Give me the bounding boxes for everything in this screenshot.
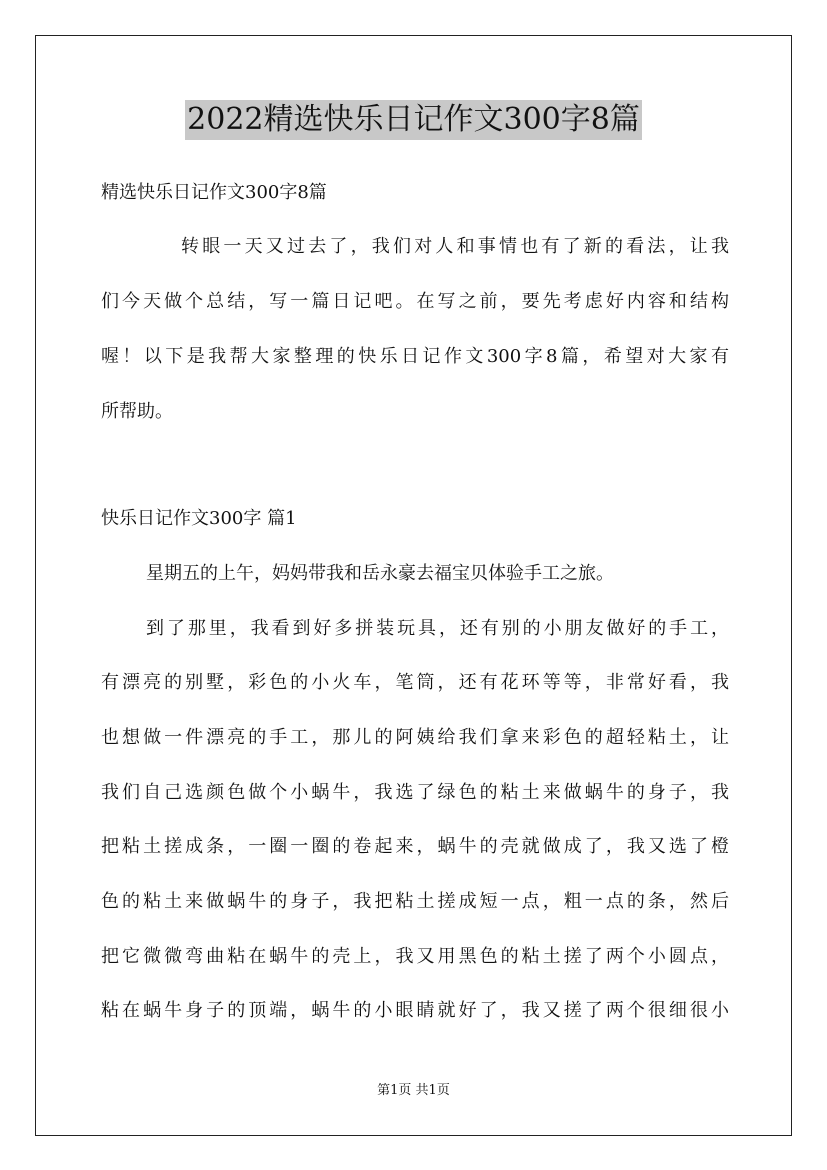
intro-line-1: 转眼一天又过去了，我们对人和事情也有了新的看法，让我 [181, 236, 729, 257]
paragraph-2-line-8: 粘在蜗牛身子的顶端，蜗牛的小眼睛就好了，我又搓了两个很细很小 [101, 1000, 729, 1021]
document-subtitle: 精选快乐日记作文300字8篇 [101, 182, 327, 203]
paragraph-2-line-5: 把粘土搓成条，一圈一圈的卷起来，蜗牛的壳就做成了，我又选了橙 [101, 836, 729, 857]
title-container [0, 100, 827, 140]
paragraph-2-line-7: 把它微微弯曲粘在蜗牛的壳上，我又用黑色的粘土搓了两个小圆点， [101, 946, 729, 967]
paragraph-2-line-3: 也想做一件漂亮的手工，那儿的阿姨给我们拿来彩色的超轻粘土，让 [101, 727, 729, 748]
paragraph-1: 星期五的上午，妈妈带我和岳永豪去福宝贝体验手工之旅。 [146, 563, 614, 584]
page-footer: 第1页 共1页 [377, 1083, 450, 1098]
section-heading: 快乐日记作文300字 篇1 [101, 508, 297, 529]
paragraph-2-line-4: 我们自己选颜色做个小蜗牛，我选了绿色的粘土来做蜗牛的身子，我 [101, 782, 729, 803]
document-title: 2022精选快乐日记作文300字8篇 [185, 100, 642, 140]
paragraph-2-line-6: 色的粘土来做蜗牛的身子，我把粘土搓成短一点，粗一点的条，然后 [101, 891, 729, 912]
intro-line-4: 所帮助。 [101, 401, 173, 422]
intro-line-2: 们今天做个总结，写一篇日记吧。在写之前，要先考虑好内容和结构 [101, 291, 729, 312]
paragraph-2-line-1: 到了那里，我看到好多拼装玩具，还有别的小朋友做好的手工， [146, 618, 729, 639]
intro-line-3: 喔！以下是我帮大家整理的快乐日记作文300字8篇，希望对大家有 [101, 346, 729, 367]
paragraph-2-line-2: 有漂亮的别墅，彩色的小火车，笔筒，还有花环等等，非常好看，我 [101, 672, 729, 693]
